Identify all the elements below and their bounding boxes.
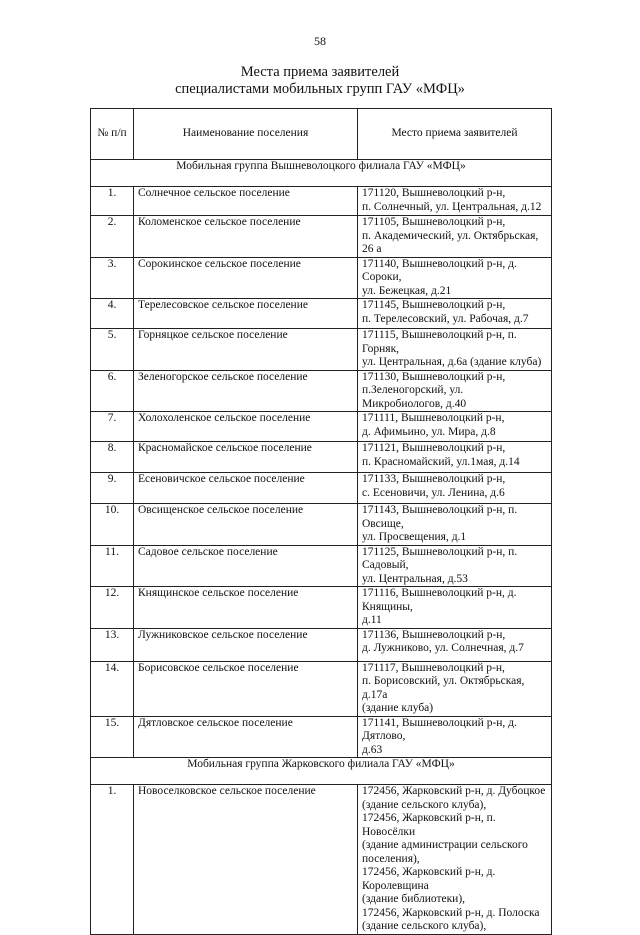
row-number: 14. [91,661,134,716]
settlement-name: Лужниковское сельское поселение [134,628,358,661]
row-number: 2. [91,216,134,258]
table-row [91,785,552,935]
reception-place: 171111, Вышневолоцкий р-н, д. Афимьино, ул. Мира, д.8 [358,412,552,442]
reception-place: 171115, Вышневолоцкий р-н, п. Горняк, ул. Центральная, д.6а (здание клуба) [358,329,552,371]
header-num: № п/п [91,109,134,160]
settlement-name: Зеленогорское сельское поселение [134,370,358,412]
title-line-1: Места приема заявителей [240,64,400,80]
row-number: 13. [91,628,134,661]
reception-place: 171136, Вышневолоцкий р-н, д. Лужниково, ул. Солнечная, д.7 [358,628,552,661]
group-header-row [91,758,552,785]
settlement-name: Дятловское сельское поселение [134,716,358,758]
table-row [91,216,552,258]
row-number: 1. [91,785,134,935]
table-row [91,628,552,661]
group-title: Мобильная группа Вышневолоцкого филиала ГАУ «МФЦ» [91,160,552,187]
table-row [91,370,552,412]
reception-place: 171116, Вышневолоцкий р-н, д. Княщины, д.11 [358,587,552,629]
table-row [91,587,552,629]
page-title [0,64,640,98]
settlement-name: Красномайское сельское поселение [134,442,358,473]
table-row [91,442,552,473]
title-line-2: специалистами мобильных групп ГАУ «МФЦ» [175,81,465,97]
reception-place: 171125, Вышневолоцкий р-н, п. Садовый, ул. Центральная, д.53 [358,545,552,587]
settlement-name: Терелесовское сельское поселение [134,299,358,329]
reception-places-table [90,108,552,935]
row-number: 10. [91,504,134,546]
settlement-name: Сорокинское сельское поселение [134,257,358,299]
reception-place: 171105, Вышневолоцкий р-н, п. Академический, ул. Октябрьская, 26 а [358,216,552,258]
settlement-name: Холохоленское сельское поселение [134,412,358,442]
table-row [91,504,552,546]
header-settlement: Наименование поселения [134,109,358,160]
table-row [91,473,552,504]
table-row [91,716,552,758]
table-body [91,160,552,935]
group-header-row [91,160,552,187]
group-title: Мобильная группа Жарковского филиала ГАУ «МФЦ» [91,758,552,785]
reception-place: 171121, Вышневолоцкий р-н, п. Красномайский, ул.1мая, д.14 [358,442,552,473]
settlement-name: Коломенское сельское поселение [134,216,358,258]
row-number: 15. [91,716,134,758]
reception-place: 171145, Вышневолоцкий р-н, п. Терелесовский, ул. Рабочая, д.7 [358,299,552,329]
row-number: 5. [91,329,134,371]
reception-place: 171143, Вышневолоцкий р-н, п. Овсище, ул. Просвещения, д.1 [358,504,552,546]
row-number: 1. [91,187,134,216]
row-number: 3. [91,257,134,299]
settlement-name: Новоселковское сельское поселение [134,785,358,935]
row-number: 9. [91,473,134,504]
row-number: 6. [91,370,134,412]
reception-place: 171140, Вышневолоцкий р-н, д. Сороки, ул. Бежецкая, д.21 [358,257,552,299]
settlement-name: Борисовское сельское поселение [134,661,358,716]
page-number: 58 [314,34,326,48]
table-row [91,187,552,216]
settlement-name: Овсищенское сельское поселение [134,504,358,546]
settlement-name: Садовое сельское поселение [134,545,358,587]
row-number: 12. [91,587,134,629]
reception-place: 171117, Вышневолоцкий р-н, п. Борисовский, ул. Октябрьская, д.17а (здание клуба) [358,661,552,716]
settlement-name: Княщинское сельское поселение [134,587,358,629]
table-header-row [91,109,552,160]
table-row [91,257,552,299]
settlement-name: Есеновичское сельское поселение [134,473,358,504]
row-number: 8. [91,442,134,473]
table-row [91,661,552,716]
row-number: 11. [91,545,134,587]
settlement-name: Солнечное сельское поселение [134,187,358,216]
table-row [91,412,552,442]
settlement-name: Горняцкое сельское поселение [134,329,358,371]
table-row [91,299,552,329]
table-row [91,545,552,587]
reception-place: 171120, Вышневолоцкий р-н, п. Солнечный, ул. Центральная, д.12 [358,187,552,216]
row-number: 4. [91,299,134,329]
reception-place: 171141, Вышневолоцкий р-н, д. Дятлово, д.63 [358,716,552,758]
reception-place: 171133, Вышневолоцкий р-н, с. Есеновичи, ул. Ленина, д.6 [358,473,552,504]
table-row [91,329,552,371]
reception-place: 172456, Жарковский р-н, д. Дубоцкое (здание сельского клуба), 172456, Жарковский р-н, п. Новосёлки (здание администрации сельского поселения), 172456, Жарковский р-н, д. Королевщина (здание библиотеки), 172456, Жарковский р-н, д. Полоска (здание сельского клуба), [358,785,552,935]
reception-place: 171130, Вышневолоцкий р-н, п.Зеленогорский, ул. Микробиологов, д.40 [358,370,552,412]
header-place: Место приема заявителей [358,109,552,160]
row-number: 7. [91,412,134,442]
